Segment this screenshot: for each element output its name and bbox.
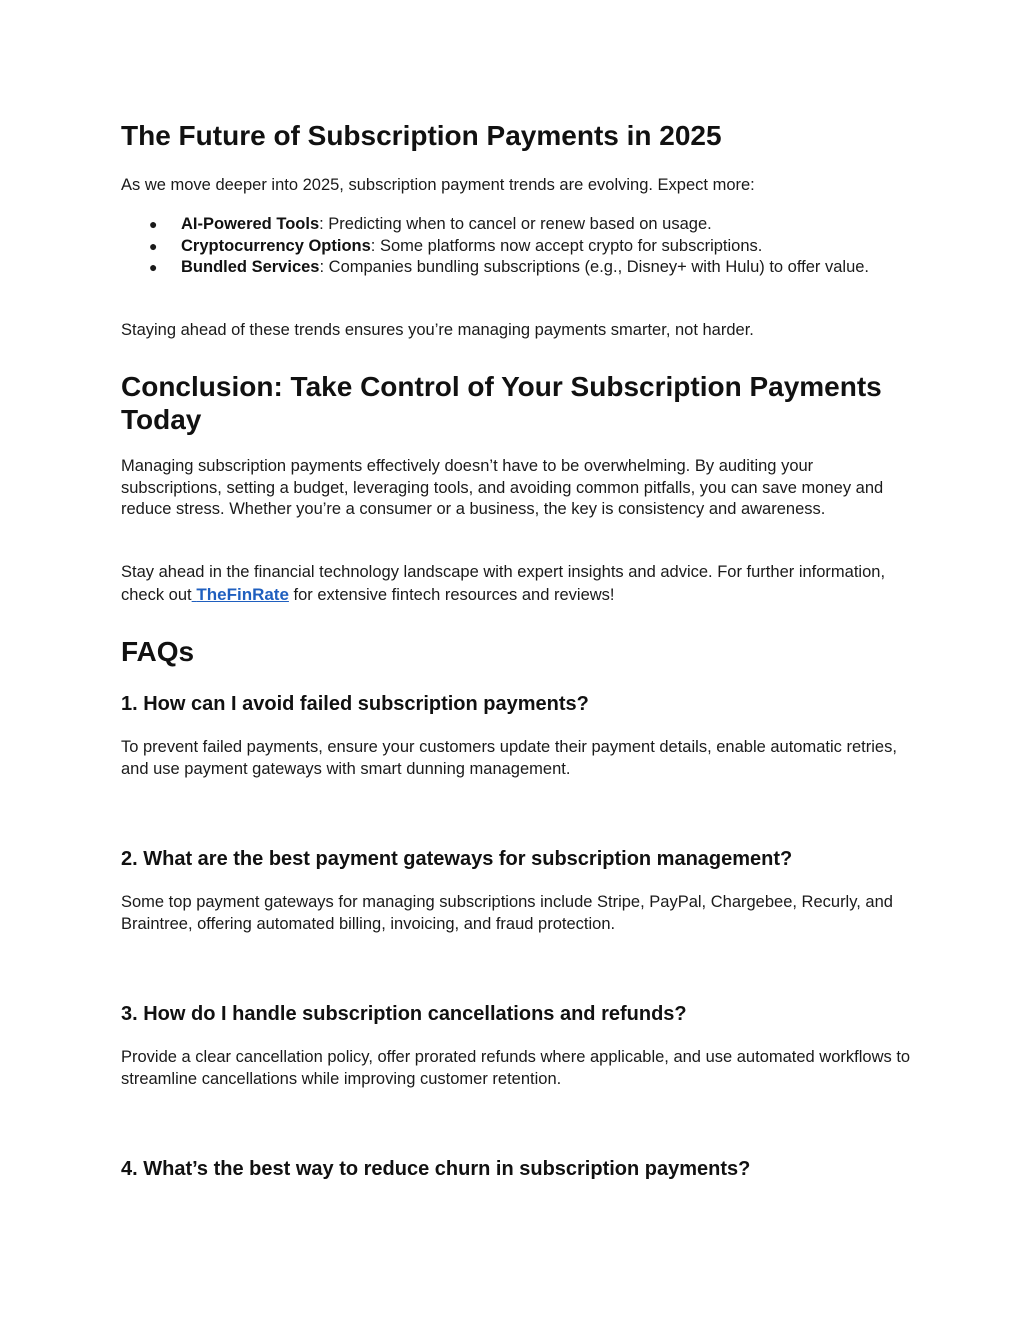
faq-question: 3. How do I handle subscription cancellations and refunds? bbox=[121, 1003, 687, 1025]
bullet-icon: ● bbox=[149, 216, 158, 232]
bullet-text: : Companies bundling subscriptions (e.g., Disney+ with Hulu) to offer value. bbox=[319, 258, 870, 276]
faq-answer: Some top payment gateways for managing subscriptions include Stripe, PayPal, Chargebee, Recurly, and Braintree, offering automated billing, invoicing, and fraud protection. bbox=[121, 893, 893, 933]
faq-answer: To prevent failed payments, ensure your customers update their payment details, enable automatic retries, and use payment gateways with smart dunning management. bbox=[121, 738, 897, 778]
section-title-conclusion: Conclusion: Take Control of Your Subscription Payments Today bbox=[121, 371, 882, 435]
bullet-term: AI-Powered Tools bbox=[181, 215, 320, 233]
faq-question: 2. What are the best payment gateways for subscription management? bbox=[121, 848, 793, 870]
bullet-term: Cryptocurrency Options bbox=[181, 236, 371, 255]
trend-list bbox=[121, 214, 911, 279]
section-title-faqs: FAQs bbox=[121, 636, 195, 667]
link-paragraph-after: for extensive fintech resources and reviews! bbox=[288, 585, 615, 604]
thefinrate-link[interactable] bbox=[192, 585, 289, 604]
future-intro: As we move deeper into 2025, subscription payment trends are evolving. Expect more: bbox=[121, 176, 755, 194]
list-item bbox=[121, 236, 911, 258]
faq-question: 1. How can I avoid failed subscription payments? bbox=[121, 693, 589, 715]
future-closing: Staying ahead of these trends ensures you’re managing payments smarter, not harder. bbox=[121, 321, 754, 339]
bullet-text: : Predicting when to cancel or renew based on usage. bbox=[319, 215, 712, 233]
bullet-icon: ● bbox=[149, 237, 158, 254]
faq-answer: Provide a clear cancellation policy, offer prorated refunds where applicable, and use automated workflows to streamline cancellations while improving customer retention. bbox=[121, 1048, 911, 1088]
list-item bbox=[121, 257, 911, 279]
section-title-future: The Future of Subscription Payments in 2025 bbox=[121, 120, 722, 151]
bullet-text: : Some platforms now accept crypto for subscriptions. bbox=[370, 236, 763, 255]
conclusion-link-paragraph bbox=[121, 562, 911, 606]
link-paragraph-before: Stay ahead in the financial technology landscape with expert insights and advice. For further information, check out bbox=[121, 563, 886, 604]
bullet-icon: ● bbox=[149, 259, 158, 275]
thefinrate-link-text: TheFinRate bbox=[196, 584, 289, 604]
faq-question: 4. What’s the best way to reduce churn in subscription payments? bbox=[121, 1158, 751, 1180]
bullet-term: Bundled Services bbox=[181, 258, 320, 276]
conclusion-paragraph: Managing subscription payments effectively doesn’t have to be overwhelming. By auditing your subscriptions, setting a budget, leveraging tools, and avoiding common pitfalls, you can save money and reduce stress. Whether you’re a consumer or a business, the key is consistency and awareness. bbox=[121, 457, 884, 518]
list-item bbox=[121, 214, 911, 236]
